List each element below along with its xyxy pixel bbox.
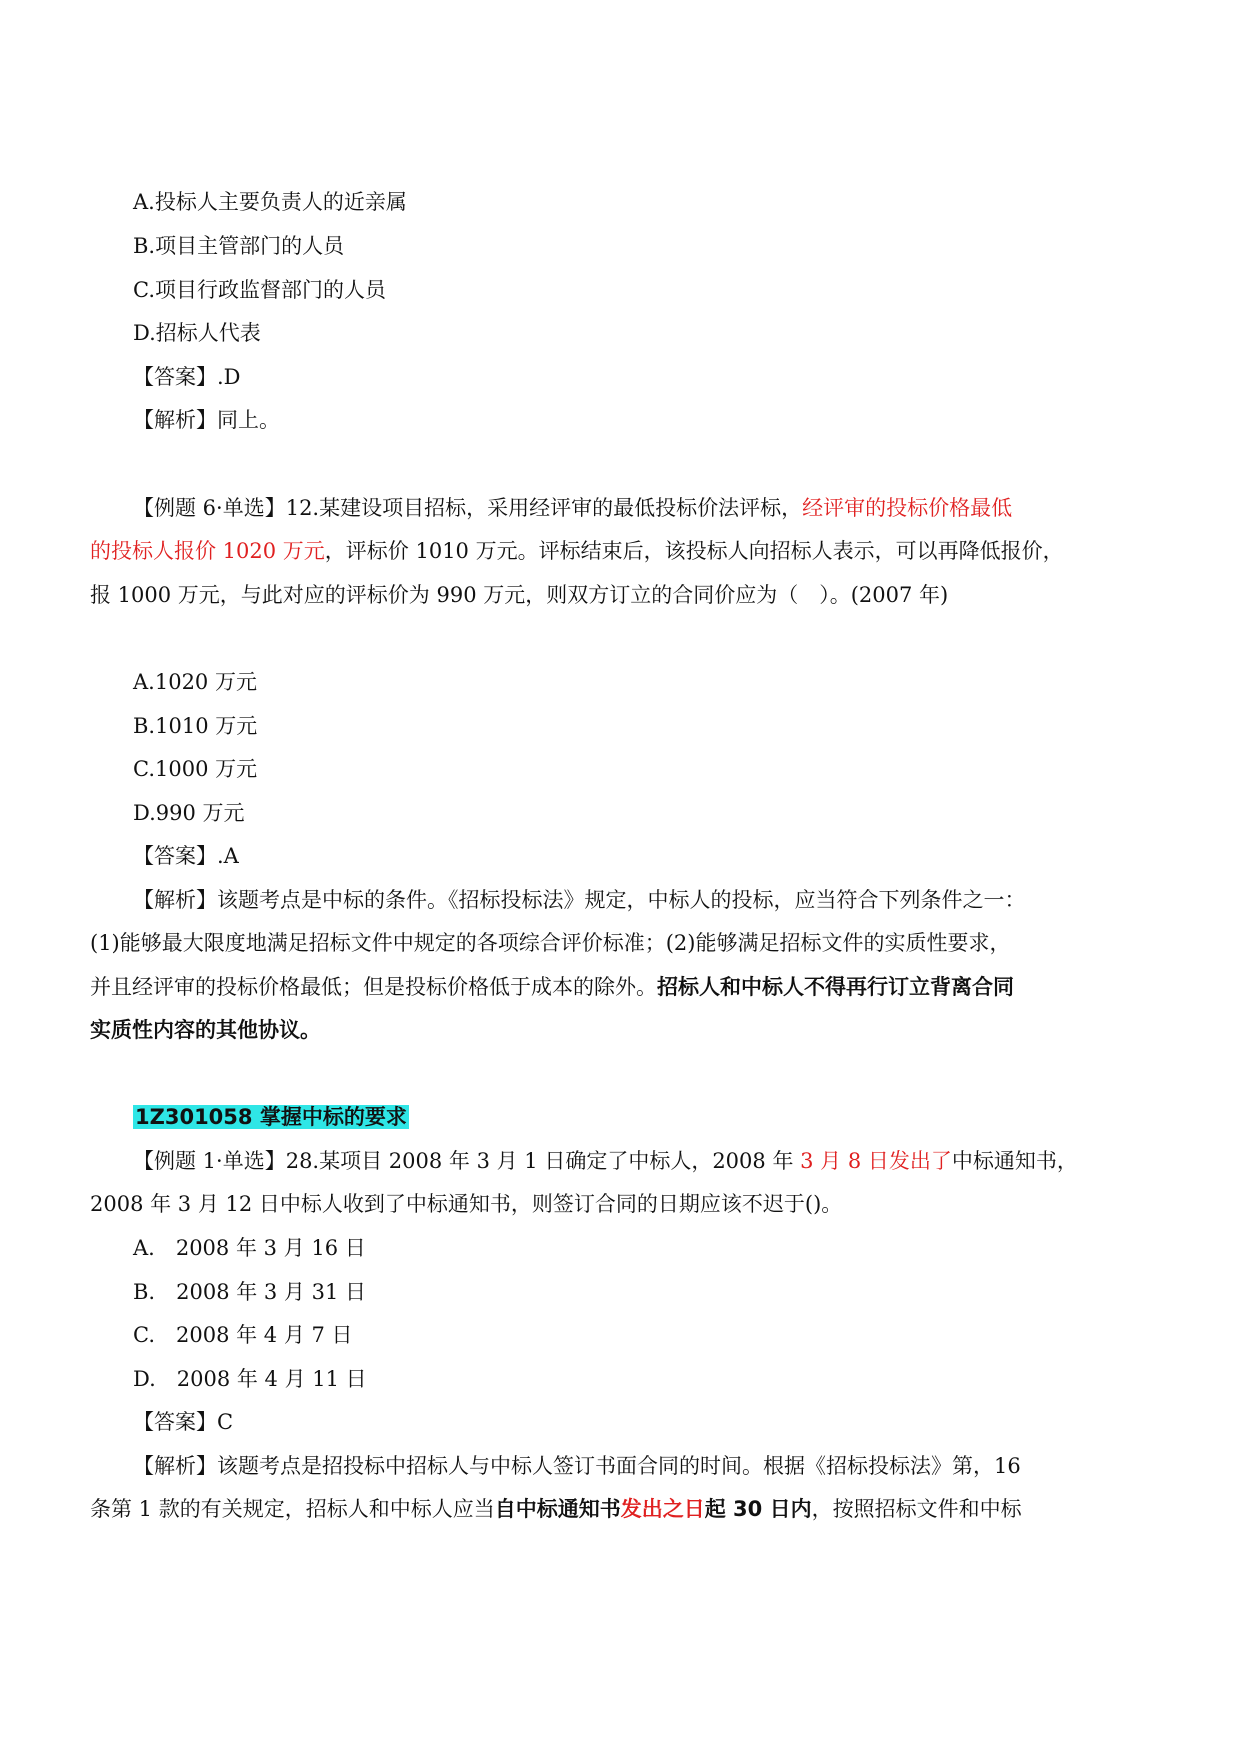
q6-option-a: A.1020 万元 — [133, 670, 257, 694]
q7-stem-line2: 2008 年 3 月 12 日中标人收到了中标通知书，则签订合同的日期应该不迟于()。 — [90, 1192, 843, 1216]
q7-analysis-highlight: 发出之日 — [620, 1497, 705, 1521]
q6-answer: 【答案】.A — [133, 844, 239, 868]
q7-stem-highlight: 3 月 8 日发出了 — [800, 1149, 952, 1173]
q7-option-c: C. 2008 年 4 月 7 日 — [133, 1323, 353, 1347]
q7-stem-text: 中标通知书， — [951, 1149, 1078, 1173]
q6-analysis-line1: 【解析】该题考点是中标的条件。《招标投标法》规定，中标人的投标，应当符合下列条件之一： — [133, 888, 1026, 912]
q6-stem-highlight: 的投标人报价 1020 万元 — [90, 539, 325, 563]
q7-option-d: D. 2008 年 4 月 11 日 — [133, 1367, 367, 1391]
q7-answer: 【答案】C — [133, 1410, 234, 1434]
q7-option-b: B. 2008 年 3 月 31 日 — [133, 1280, 367, 1304]
q7-analysis-line2 — [90, 1495, 1022, 1523]
q7-analysis-emphasis: 起 30 日内 — [704, 1497, 812, 1521]
q6-stem-text: 【例题 6·单选】12.某建设项目招标，采用经评审的最低投标价法评标， — [133, 496, 803, 520]
q6-stem-text: ，评标价 1010 万元。评标结束后，该投标人向招标人表示，可以再降低报价， — [324, 539, 1064, 563]
section-heading — [133, 1103, 409, 1131]
q6-option-c: C.1000 万元 — [133, 757, 258, 781]
section-heading-text: 1Z301058 掌握中标的要求 — [135, 1105, 407, 1129]
q6-analysis-text: 并且经评审的投标价格最低；但是投标价格低于成本的除外。 — [90, 975, 657, 999]
q5-answer: 【答案】.D — [133, 365, 241, 389]
q6-analysis-line4: 实质性内容的其他协议。 — [90, 1018, 321, 1042]
q5-analysis: 【解析】同上。 — [133, 408, 280, 432]
q5-option-c: C.项目行政监督部门的人员 — [133, 278, 386, 302]
q6-analysis-line2: (1)能够最大限度地满足招标文件中规定的各项综合评价标准；(2)能够满足招标文件的实质性要求， — [90, 931, 1011, 955]
q6-stem-line3: 报 1000 万元，与此对应的评标价为 990 万元，则双方订立的合同价应为（ ）。(2007 年) — [90, 583, 949, 607]
q7-option-a: A. 2008 年 3 月 16 日 — [133, 1236, 366, 1260]
q7-analysis-emphasis: 自中标通知书 — [494, 1497, 621, 1521]
q6-option-b: B.1010 万元 — [133, 714, 258, 738]
q7-analysis-text: ，按照招标文件和中标 — [811, 1497, 1022, 1521]
q5-option-a: A.投标人主要负责人的近亲属 — [133, 190, 407, 214]
q5-option-d: D.招标人代表 — [133, 321, 261, 345]
q7-analysis-line1: 【解析】该题考点是招投标中招标人与中标人签订书面合同的时间。根据《招标投标法》第，16 — [133, 1454, 1021, 1478]
q7-stem-text: 【例题 1·单选】28.某项目 2008 年 3 月 1 日确定了中标人，2008 年 — [133, 1149, 801, 1173]
q5-option-b: B.项目主管部门的人员 — [133, 234, 345, 258]
q6-analysis-emphasis: 招标人和中标人不得再行订立背离合同 — [657, 975, 1014, 999]
q7-stem-line1 — [133, 1147, 1078, 1175]
q6-stem-highlight: 经评审的投标价格最低 — [802, 496, 1013, 520]
q6-stem-line1 — [133, 494, 1012, 522]
q6-option-d: D.990 万元 — [133, 801, 245, 825]
q6-stem-line2 — [90, 537, 1064, 565]
q6-analysis-line3 — [90, 973, 1014, 1001]
q7-analysis-text: 条第 1 款的有关规定，招标人和中标人应当 — [90, 1497, 495, 1521]
